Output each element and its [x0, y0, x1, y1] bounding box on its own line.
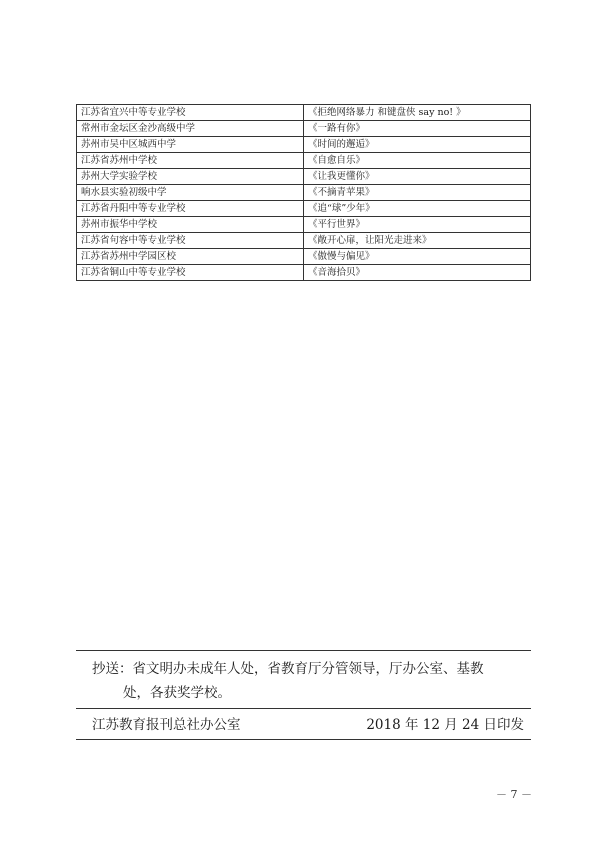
work-title-cell: 《敞开心扉，让阳光走进来》	[304, 233, 531, 249]
school-cell: 江苏省丹阳中等专业学校	[77, 201, 304, 217]
table-row	[77, 249, 531, 265]
school-cell: 响水县实验初级中学	[77, 185, 304, 201]
issuer: 江苏教育报刊总社办公室	[92, 717, 241, 733]
cc-line-2: 处，各获奖学校。	[123, 685, 231, 701]
cc-section	[92, 657, 524, 705]
school-cell: 江苏省句容中等专业学校	[77, 233, 304, 249]
table-row	[77, 137, 531, 153]
school-cell: 苏州市振华中学校	[77, 217, 304, 233]
table-row	[77, 265, 531, 281]
school-cell: 常州市金坛区金沙高级中学	[77, 121, 304, 137]
school-cell: 江苏省宜兴中等专业学校	[77, 105, 304, 121]
school-cell: 苏州大学实验学校	[77, 169, 304, 185]
awards-table	[76, 104, 531, 281]
cc-label: 抄送：	[92, 661, 133, 677]
issue-date: 2018 年 12 月 24 日印发	[366, 717, 524, 733]
work-title-cell: 《傲慢与偏见》	[304, 249, 531, 265]
school-cell: 江苏省苏州中学校	[77, 153, 304, 169]
cc-recipients-1: 省文明办未成年人处，省教育厅分管领导，厅办公室、基教	[132, 661, 484, 677]
table-row	[77, 121, 531, 137]
work-title-cell: 《不摘青苹果》	[304, 185, 531, 201]
cc-bottom-rule	[76, 708, 531, 709]
work-title-cell: 《平行世界》	[304, 217, 531, 233]
table-row	[77, 169, 531, 185]
page-number: － 7 －	[496, 788, 532, 801]
table-row	[77, 185, 531, 201]
cc-top-rule	[76, 650, 531, 651]
work-title-cell: 《拒绝网络暴力 和键盘侠 say no! 》	[304, 105, 531, 121]
footer-bottom-rule	[76, 739, 531, 740]
work-title-cell: 《追“球”少年》	[304, 201, 531, 217]
school-cell: 江苏省铜山中等专业学校	[77, 265, 304, 281]
work-title-cell: 《音海拾贝》	[304, 265, 531, 281]
school-cell: 江苏省苏州中学园区校	[77, 249, 304, 265]
awards-table-body	[77, 105, 531, 281]
cc-line-1	[92, 657, 524, 681]
work-title-cell: 《自愈自乐》	[304, 153, 531, 169]
table-row	[77, 201, 531, 217]
school-cell: 苏州市吴中区城西中学	[77, 137, 304, 153]
table-row	[77, 105, 531, 121]
work-title-cell: 《一路有你》	[304, 121, 531, 137]
table-row	[77, 153, 531, 169]
table-row	[77, 217, 531, 233]
table-row	[77, 233, 531, 249]
print-footer	[92, 714, 524, 736]
work-title-cell: 《让我更懂你》	[304, 169, 531, 185]
work-title-cell: 《时间的邂逅》	[304, 137, 531, 153]
